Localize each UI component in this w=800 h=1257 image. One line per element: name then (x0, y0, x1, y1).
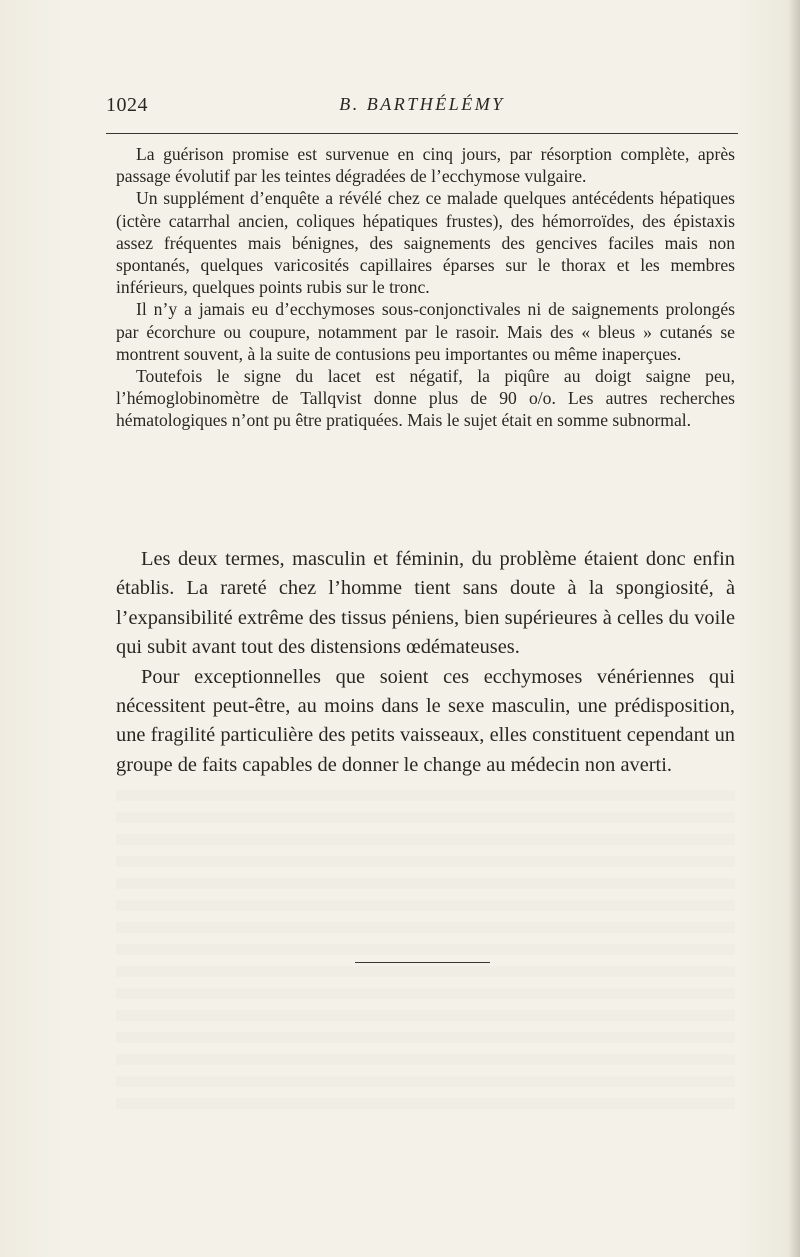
paragraph: Toutefois le signe du lacet est négatif, la piqûre au doigt saigne peu, l’hémoglobinomètre de Tallqvist donne plus de 90 o/o. Les autres recherches hématologiques n’ont pu être pratiquées. Mais le sujet était en somme subnormal. (116, 366, 735, 431)
case-report-text (116, 143, 735, 432)
running-title: B. BARTHÉLÉMY (339, 94, 505, 114)
show-through-texture (116, 790, 735, 1120)
page-edge-shadow (788, 0, 800, 1257)
paragraph: Il n’y a jamais eu d’ecchymoses sous-conjonctivales ni de saignements prolongés par écorchure ou coupure, notamment par le rasoir. Mais des « bleus » cutanés se montrent souvent, à la suite de contusions peu importantes ou même inaperçues. (116, 299, 735, 364)
page-number: 1024 (106, 94, 148, 116)
conclusion-text (116, 545, 735, 780)
paragraph: Les deux termes, masculin et féminin, du problème étaient donc enfin établis. La rareté chez l’homme tient sans doute à la spongiosité, à l’expansibilité extrême des tissus péniens, bien supérieures à celles du voile qui subit avant tout des distensions œdémateuses. (116, 548, 735, 659)
paragraph: Un supplément d’enquête a révélé chez ce malade quelques antécédents hépatiques (ictère catarrhal ancien, coliques hépatiques frustes), des hémorroïdes, des épistaxis assez fréquentes mais bénignes, des saignements des gencives faciles mais non spontanés, quelques varicosités capillaires éparses sur le thorax et les membres inférieurs, quelques points rubis sur le tronc. (116, 188, 735, 298)
paragraph: La guérison promise est survenue en cinq jours, par résorption complète, après passage évolutif par les teintes dégradées de l’ecchymose vulgaire. (116, 144, 735, 187)
paragraph: Pour exceptionnelles que soient ces ecchymoses vénériennes qui nécessitent peut-être, au moins dans le sexe masculin, une prédisposition, une fragilité particulière des petits vaisseaux, elles constituent cependant un groupe de faits capables de donner le change au médecin non averti. (116, 665, 735, 776)
header-rule (106, 133, 738, 134)
section-end-rule (355, 962, 490, 963)
page-header (106, 92, 738, 122)
